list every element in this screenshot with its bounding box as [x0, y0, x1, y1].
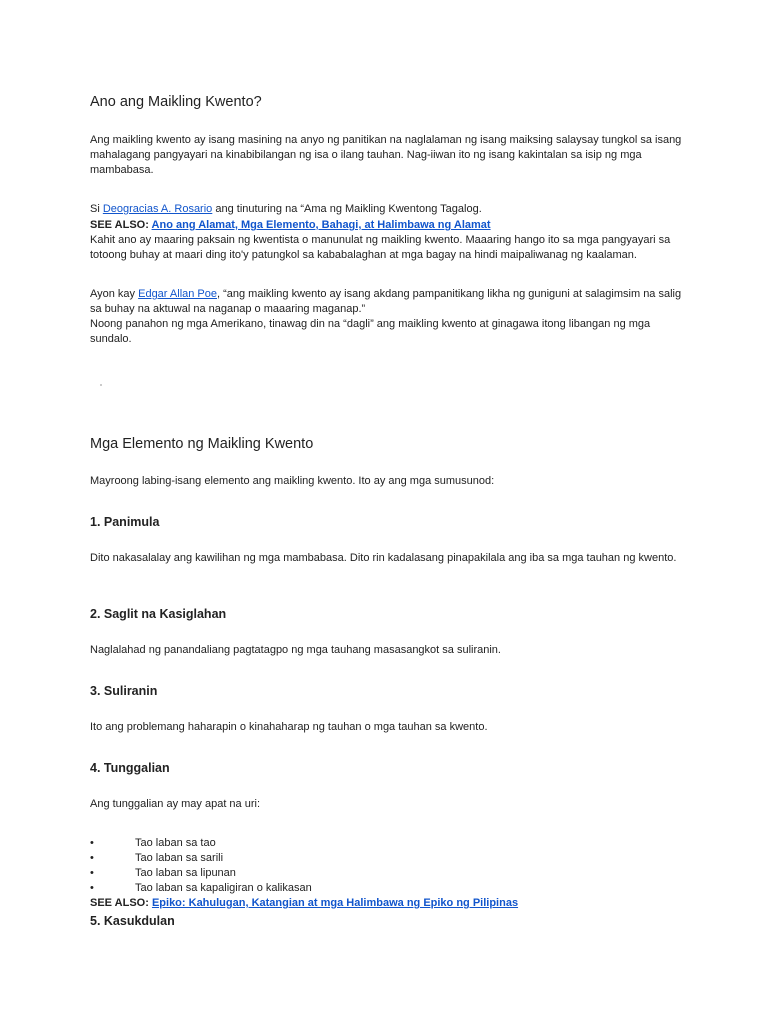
noong-paragraph: Noong panahon ng mga Amerikano, tinawag din na “dagli” ang maikling kwento at ginagawa itong libangan ng mga sundalo. [90, 318, 651, 345]
intro-paragraph: Ang maikling kwento ay isang masining na anyo ng panitikan na naglalaman ng isang maiksing salaysay tungkol sa isang mahalagang pangyayari na kinabibilangan ng isa o ilang tauhan. Nag-iiwan ito ng isang kakintalan sa isip ng mga mambabasa. [90, 134, 682, 176]
see-also-2 [90, 896, 690, 911]
list-item [90, 881, 312, 896]
see-also-label: SEE ALSO: [90, 897, 149, 909]
see-also-label: SEE ALSO: [90, 219, 149, 231]
page-title: Ano ang Maikling Kwento? [90, 94, 262, 110]
see-also-alamat-link[interactable]: Ano ang Alamat, Mga Elemento, Bahagi, at Halimbawa ng Alamat [151, 219, 491, 231]
kahit-paragraph: Kahit ano ay maaring paksain ng kwentista o manunulat ng maikling kwento. Maaaring hango ito sa mga pangyayari sa totoong buhay at maari ding ito'y patungkol sa kababalaghan at mga bagay na hindi maipaliwanag ng kaalaman. [90, 234, 671, 261]
elements-heading: Mga Elemento ng Maikling Kwento [90, 436, 314, 452]
item-2-text: Naglalahad ng panandaliang pagtatagpo ng mga tauhang masasangkot sa suliranin. [90, 644, 501, 656]
item-3-title: 3. Suliranin [90, 684, 158, 698]
item-5-title: 5. Kasukdulan [90, 914, 175, 928]
decorative-dot [100, 384, 102, 386]
item-4-text: Ang tunggalian ay may apat na uri: [90, 798, 261, 810]
list-item [90, 866, 312, 881]
list-item-text: Tao laban sa sarili [135, 852, 224, 864]
poe-suffix: , “ang maikling kwento ay isang akdang pampanitikang likha ng guniguni at salagimsim na salig sa buhay na aktuwal na naganap o maaaring maganap.” [90, 288, 682, 315]
rosario-link[interactable]: Deogracias A. Rosario [102, 203, 213, 215]
bullet-icon: • [90, 882, 94, 894]
item-1-title: 1. Panimula [90, 515, 160, 529]
elements-intro: Mayroong labing-isang elemento ang maikling kwento. Ito ay ang mga sumusunod: [90, 475, 495, 487]
list-item-text: Tao laban sa lipunan [135, 867, 236, 879]
rosario-paragraph [90, 202, 690, 217]
list-item [90, 851, 312, 866]
bullet-icon: • [90, 837, 94, 849]
item-3-text: Ito ang problemang haharapin o kinahaharap ng tauhan o mga tauhan sa kwento. [90, 721, 488, 733]
see-also-1 [90, 218, 690, 233]
tunggalian-list [90, 836, 312, 896]
list-item [90, 836, 312, 851]
item-1-text: Dito nakasalalay ang kawilihan ng mga mambabasa. Dito rin kadalasang pinapakilala ang iba sa mga tauhan ng kwento. [90, 552, 677, 564]
list-item-text: Tao laban sa tao [135, 837, 216, 849]
list-item-text: Tao laban sa kapaligiran o kalikasan [135, 882, 312, 894]
poe-link[interactable]: Edgar Allan Poe [138, 288, 217, 300]
see-also-epiko-link[interactable]: Epiko: Kahulugan, Katangian at mga Halimbawa ng Epiko ng Pilipinas [151, 897, 519, 909]
poe-paragraph [90, 287, 690, 317]
item-2-title: 2. Saglit na Kasiglahan [90, 607, 227, 621]
poe-prefix: Ayon kay [90, 288, 139, 300]
rosario-prefix: Si [90, 203, 103, 215]
rosario-suffix: ang tinuturing na “Ama ng Maikling Kwentong Tagalog. [212, 203, 482, 215]
bullet-icon: • [90, 852, 94, 864]
item-4-title: 4. Tunggalian [90, 761, 170, 775]
bullet-icon: • [90, 867, 94, 879]
